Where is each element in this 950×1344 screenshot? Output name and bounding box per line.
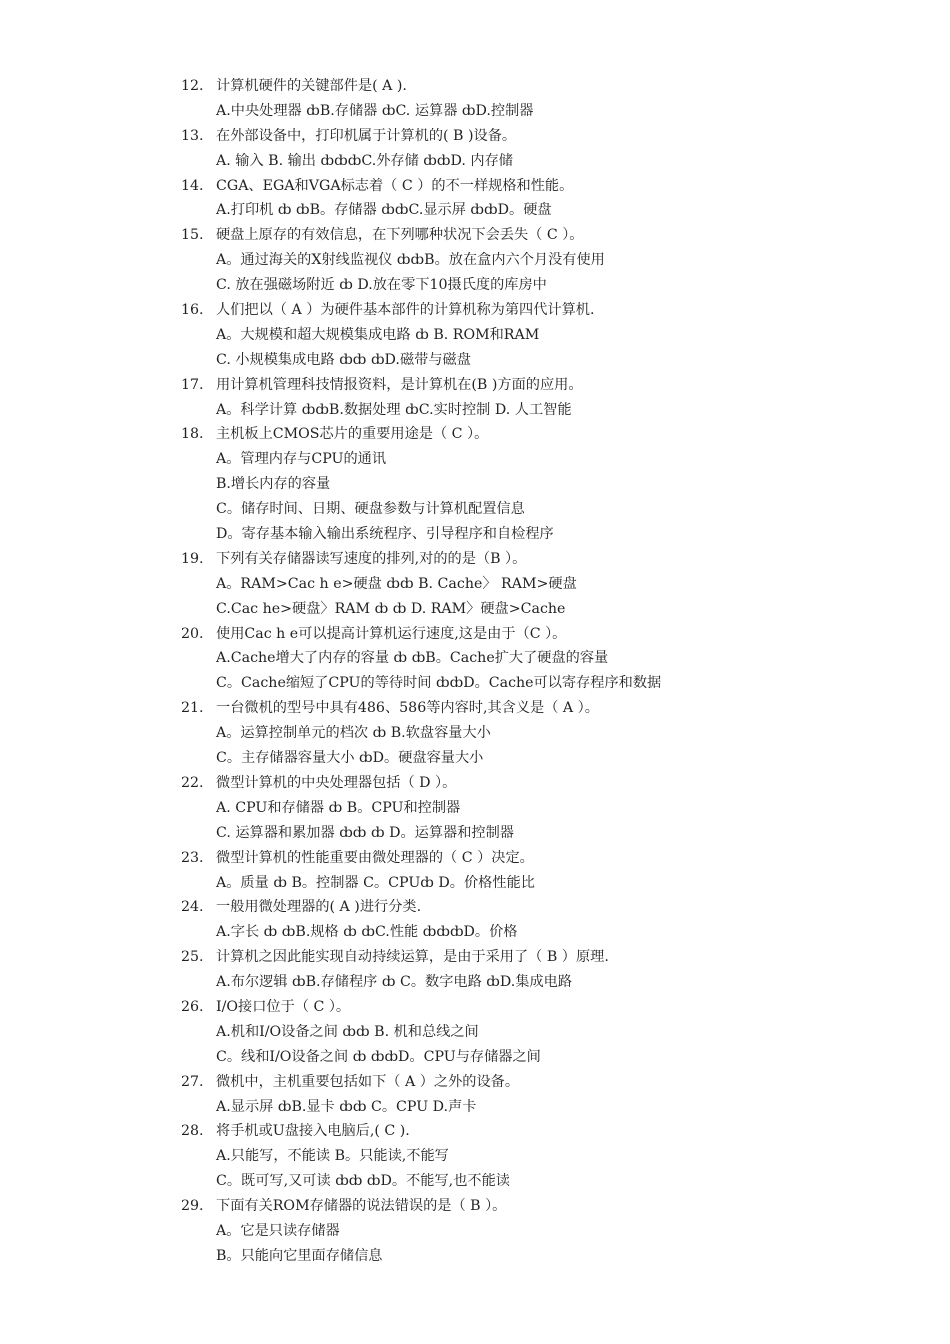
question-text: 一台微机的型号中具有486、586等内容时,其含义是（ A ）。 — [216, 700, 599, 717]
option-text: A.Cache增大了内存的容量 ȸ ȸB。Cache扩大了硬盘的容量 — [216, 650, 609, 667]
option-line — [0, 1095, 950, 1120]
option-line — [0, 1045, 950, 1070]
option-text: A.布尔逻辑 ȸB.存储程序 ȸ C。数字电路 ȸD.集成电路 — [216, 974, 573, 991]
option-text: C。主存储器容量大小 ȸD。硬盘容量大小 — [216, 750, 484, 767]
question-text: 微型计算机的性能重要由微处理器的（ C ）决定。 — [216, 849, 534, 866]
question-number: 20. — [181, 625, 204, 642]
option-line — [0, 522, 950, 547]
question-text: CGA、EGA和VGA标志着（ C ）的不一样规格和性能。 — [216, 177, 574, 194]
question-text: 一般用微处理器的( A )进行分类. — [216, 899, 422, 916]
question-text: 微型计算机的中央处理器包括（ D ）。 — [216, 774, 457, 791]
option-line — [0, 871, 950, 896]
question-line — [0, 846, 950, 871]
option-text: C。Cache缩短了CPU的等待时间 ȸȸD。Cache可以寄存程序和数据 — [216, 675, 662, 692]
question-text: 在外部设备中，打印机属于计算机的( B )设备。 — [216, 127, 517, 144]
question-line — [0, 771, 950, 796]
question-list — [0, 74, 950, 1269]
option-line — [0, 597, 950, 622]
question-text: 微机中，主机重要包括如下（ A ）之外的设备。 — [216, 1073, 520, 1090]
option-line — [0, 920, 950, 945]
option-line — [0, 796, 950, 821]
option-text: C.Cac he>硬盘〉RAM ȸ ȸ D. RAM〉硬盘>Cache — [216, 600, 566, 617]
question-line — [0, 298, 950, 323]
option-line — [0, 348, 950, 373]
option-text: A.中央处理器 ȸB.存储器 ȸC. 运算器 ȸD.控制器 — [216, 102, 534, 119]
option-text: B.增长内存的容量 — [216, 476, 331, 493]
question-line — [0, 223, 950, 248]
question-line — [0, 995, 950, 1020]
question-number: 19. — [181, 550, 204, 567]
option-line — [0, 646, 950, 671]
option-line — [0, 1169, 950, 1194]
question-text: 将手机或U盘接入电脑后,( C ). — [216, 1123, 410, 1140]
question-text: 主机板上CMOS芯片的重要用途是（ C ）。 — [216, 426, 489, 443]
option-line — [0, 198, 950, 223]
question-line — [0, 422, 950, 447]
option-line — [0, 671, 950, 696]
question-number: 27. — [181, 1073, 204, 1090]
question-number: 24. — [181, 899, 204, 916]
option-line — [0, 398, 950, 423]
question-number: 14. — [181, 177, 204, 194]
question-number: 18. — [181, 426, 204, 443]
question-text: 用计算机管理科技情报资料，是计算机在(B )方面的应用。 — [216, 376, 583, 393]
option-line — [0, 497, 950, 522]
option-line — [0, 970, 950, 995]
question-number: 26. — [181, 998, 204, 1015]
option-text: C。储存时间、日期、硬盘参数与计算机配置信息 — [216, 501, 525, 518]
option-text: B。只能向它里面存储信息 — [216, 1247, 383, 1264]
option-text: A。科学计算 ȸȸB.数据处理 ȸC.实时控制 D. 人工智能 — [216, 401, 572, 418]
option-line — [0, 1244, 950, 1269]
option-text: C. 运算器和累加器 ȸȸ ȸ D。运算器和控制器 — [216, 824, 514, 841]
option-text: A。管理内存与CPU的通讯 — [216, 451, 387, 468]
option-line — [0, 1020, 950, 1045]
question-number: 23. — [181, 849, 204, 866]
option-text: A。运算控制单元的档次 ȸ B.软盘容量大小 — [216, 725, 491, 742]
option-text: A。它是只读存储器 — [216, 1222, 340, 1239]
question-number: 12. — [181, 78, 204, 94]
option-line — [0, 572, 950, 597]
option-text: A. 输入 B. 输出 ȸȸȸC.外存储 ȸȸD. 内存储 — [216, 152, 513, 169]
question-text: 计算机之因此能实现自动持续运算，是由于采用了（ B ）原理. — [216, 949, 609, 966]
option-line — [0, 721, 950, 746]
option-line — [0, 273, 950, 298]
question-number: 21. — [181, 700, 204, 717]
option-line — [0, 472, 950, 497]
option-text: A.字长 ȸ ȸB.规格 ȸ ȸC.性能 ȸȸȸD。价格 — [216, 924, 518, 941]
option-text: C。线和I/O设备之间 ȸ ȸȸD。CPU与存储器之间 — [216, 1048, 541, 1065]
option-text: A.打印机 ȸ ȸB。存储器 ȸȸC.显示屏 ȸȸD。硬盘 — [216, 202, 552, 219]
option-text: A。大规模和超大规模集成电路 ȸ B. ROM和RAM — [216, 326, 540, 343]
question-line — [0, 547, 950, 572]
question-number: 22. — [181, 774, 204, 791]
question-text: 硬盘上原存的有效信息，在下列哪种状况下会丢失（ C ）。 — [216, 227, 584, 244]
question-text: 人们把以（ A ）为硬件基本部件的计算机称为第四代计算机. — [216, 302, 595, 319]
question-line — [0, 945, 950, 970]
question-line — [0, 174, 950, 199]
option-text: D。寄存基本输入输出系统程序、引导程序和自检程序 — [216, 526, 554, 543]
option-line — [0, 746, 950, 771]
question-line — [0, 1070, 950, 1095]
option-text: A.机和I/O设备之间 ȸȸ B. 机和总线之间 — [216, 1023, 479, 1040]
option-line — [0, 149, 950, 174]
option-line — [0, 1219, 950, 1244]
question-number: 16. — [181, 302, 204, 319]
question-number: 15. — [181, 227, 204, 244]
question-text: 下列有关存储器读写速度的排列,对的的是（B ）。 — [216, 550, 527, 567]
option-text: A。质量 ȸ B。控制器 C。CPUȸ D。价格性能比 — [216, 874, 535, 891]
question-line — [0, 1119, 950, 1144]
option-line — [0, 323, 950, 348]
option-text: C. 放在强磁场附近 ȸ D.放在零下10摄氏度的库房中 — [216, 277, 547, 294]
option-text: A. CPU和存储器 ȸ B。CPU和控制器 — [216, 799, 461, 816]
question-number: 17. — [181, 376, 204, 393]
option-text: A。RAM>Cac h e>硬盘 ȸȸ B. Cache〉 RAM>硬盘 — [216, 575, 577, 592]
option-line — [0, 248, 950, 273]
question-number: 13. — [181, 127, 204, 144]
question-line — [0, 622, 950, 647]
option-line — [0, 821, 950, 846]
option-text: C. 小规模集成电路 ȸȸ ȸD.磁带与磁盘 — [216, 351, 471, 368]
option-text: A.显示屏 ȸB.显卡 ȸȸ C。CPU D.声卡 — [216, 1098, 477, 1115]
question-line — [0, 373, 950, 398]
question-line — [0, 696, 950, 721]
question-text: 使用Cac h e可以提高计算机运行速度,这是由于（C ）。 — [216, 625, 567, 642]
option-text: C。既可写,又可读 ȸȸ ȸD。不能写,也不能读 — [216, 1173, 510, 1190]
question-line — [0, 1194, 950, 1219]
question-number: 25. — [181, 949, 204, 966]
question-number: 28. — [181, 1123, 204, 1140]
option-text: A。通过海关的X射线监视仪 ȸȸB。放在盒内六个月没有使用 — [216, 252, 605, 269]
question-text: I/O接口位于（ C ）。 — [216, 998, 351, 1015]
option-line — [0, 447, 950, 472]
question-line — [0, 124, 950, 149]
question-line — [0, 895, 950, 920]
option-text: A.只能写，不能读 B。只能读,不能写 — [216, 1148, 449, 1165]
option-line — [0, 1144, 950, 1169]
option-line — [0, 99, 950, 124]
question-line — [0, 74, 950, 99]
question-number: 29. — [181, 1198, 204, 1215]
question-text: 计算机硬件的关键部件是( A ). — [216, 78, 407, 94]
question-text: 下面有关ROM存储器的说法错误的是（ B ）。 — [216, 1198, 507, 1215]
